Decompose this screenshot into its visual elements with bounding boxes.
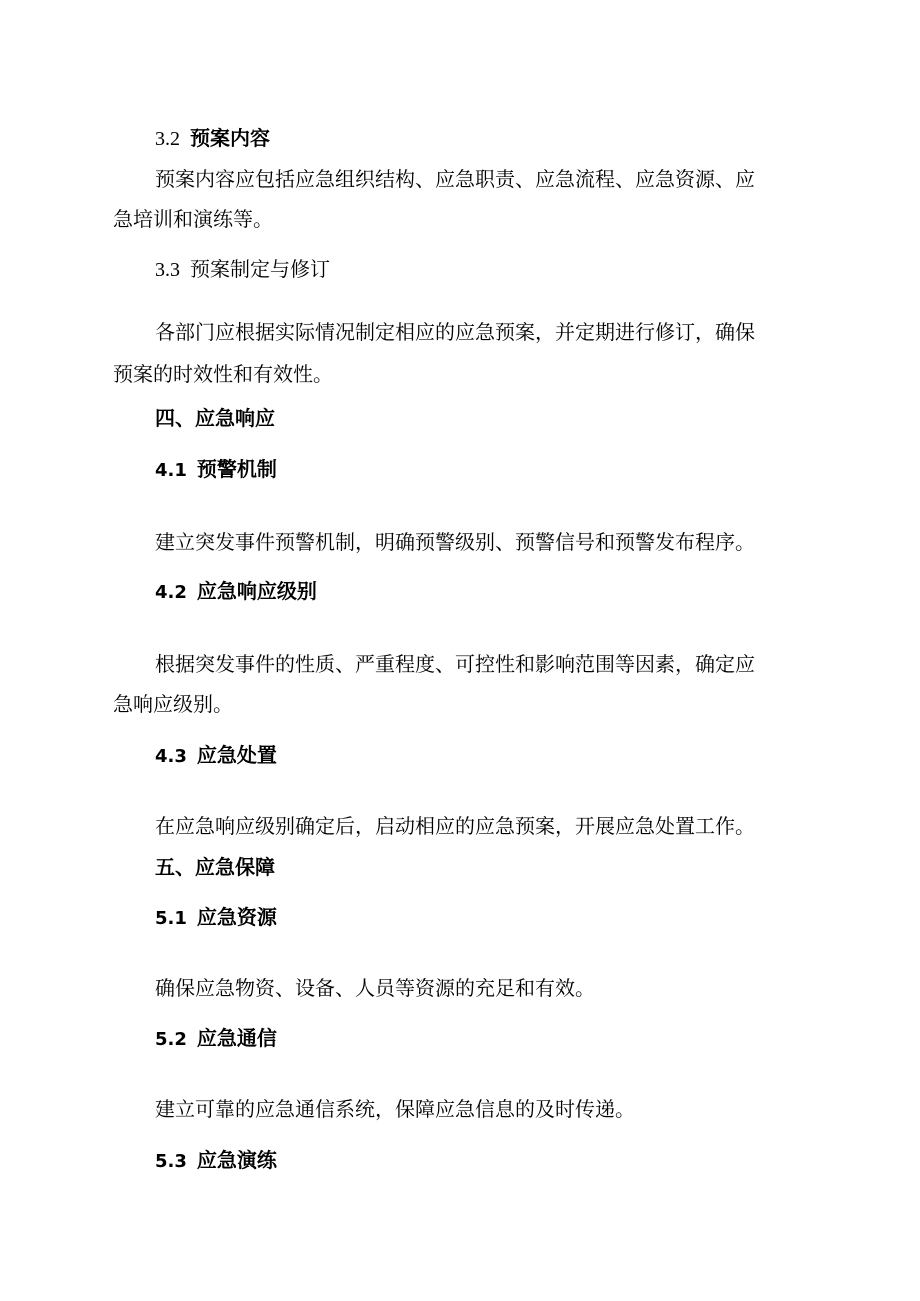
paragraph-line: 确保应急物资、设备、人员等资源的充足和有效。 — [155, 976, 595, 1000]
section-title: 预案内容 — [190, 126, 270, 150]
section-title: 应急演练 — [196, 1148, 277, 1172]
paragraph-line: 在应急响应级别确定后，启动相应的应急预案，开展应急处置工作。 — [155, 814, 755, 838]
paragraph-line: 建立可靠的应急通信系统，保障应急信息的及时传递。 — [155, 1097, 635, 1121]
section-number: 3.2 — [155, 128, 180, 150]
paragraph-line: 预案的时效性和有效性。 — [113, 362, 333, 386]
section-heading-4-2 — [155, 579, 317, 605]
section-number: 4.1 — [155, 460, 187, 481]
chapter-heading-5: 五、应急保障 — [155, 855, 275, 879]
paragraph-line: 急响应级别。 — [113, 692, 233, 716]
section-title: 预案制定与修订 — [190, 257, 330, 281]
section-heading-4-1 — [155, 457, 277, 483]
paragraph-line: 建立突发事件预警机制，明确预警级别、预警信号和预警发布程序。 — [155, 530, 755, 554]
paragraph-line: 根据突发事件的性质、严重程度、可控性和影响范围等因素，确定应 — [155, 652, 755, 676]
section-title: 应急处置 — [196, 743, 277, 767]
section-heading-3-2 — [155, 126, 270, 151]
section-heading-5-3 — [155, 1148, 277, 1174]
section-number: 4.3 — [155, 746, 187, 767]
section-heading-4-3 — [155, 743, 277, 769]
section-title: 应急资源 — [196, 905, 277, 929]
chapter-heading-4: 四、应急响应 — [155, 406, 275, 430]
section-number: 4.2 — [155, 582, 187, 603]
section-heading-5-1 — [155, 905, 277, 931]
section-heading-5-2 — [155, 1026, 277, 1052]
paragraph-line: 各部门应根据实际情况制定相应的应急预案，并定期进行修订，确保 — [155, 320, 755, 344]
section-number: 5.3 — [155, 1151, 187, 1172]
paragraph-line: 预案内容应包括应急组织结构、应急职责、应急流程、应急资源、应 — [155, 167, 755, 191]
section-title: 应急通信 — [196, 1026, 277, 1050]
section-number: 3.3 — [155, 259, 180, 281]
section-title: 应急响应级别 — [196, 579, 317, 603]
section-title: 预警机制 — [196, 457, 277, 481]
section-number: 5.1 — [155, 908, 187, 929]
section-heading-3-3 — [155, 257, 330, 282]
paragraph-line: 急培训和演练等。 — [113, 207, 273, 231]
section-number: 5.2 — [155, 1029, 187, 1050]
